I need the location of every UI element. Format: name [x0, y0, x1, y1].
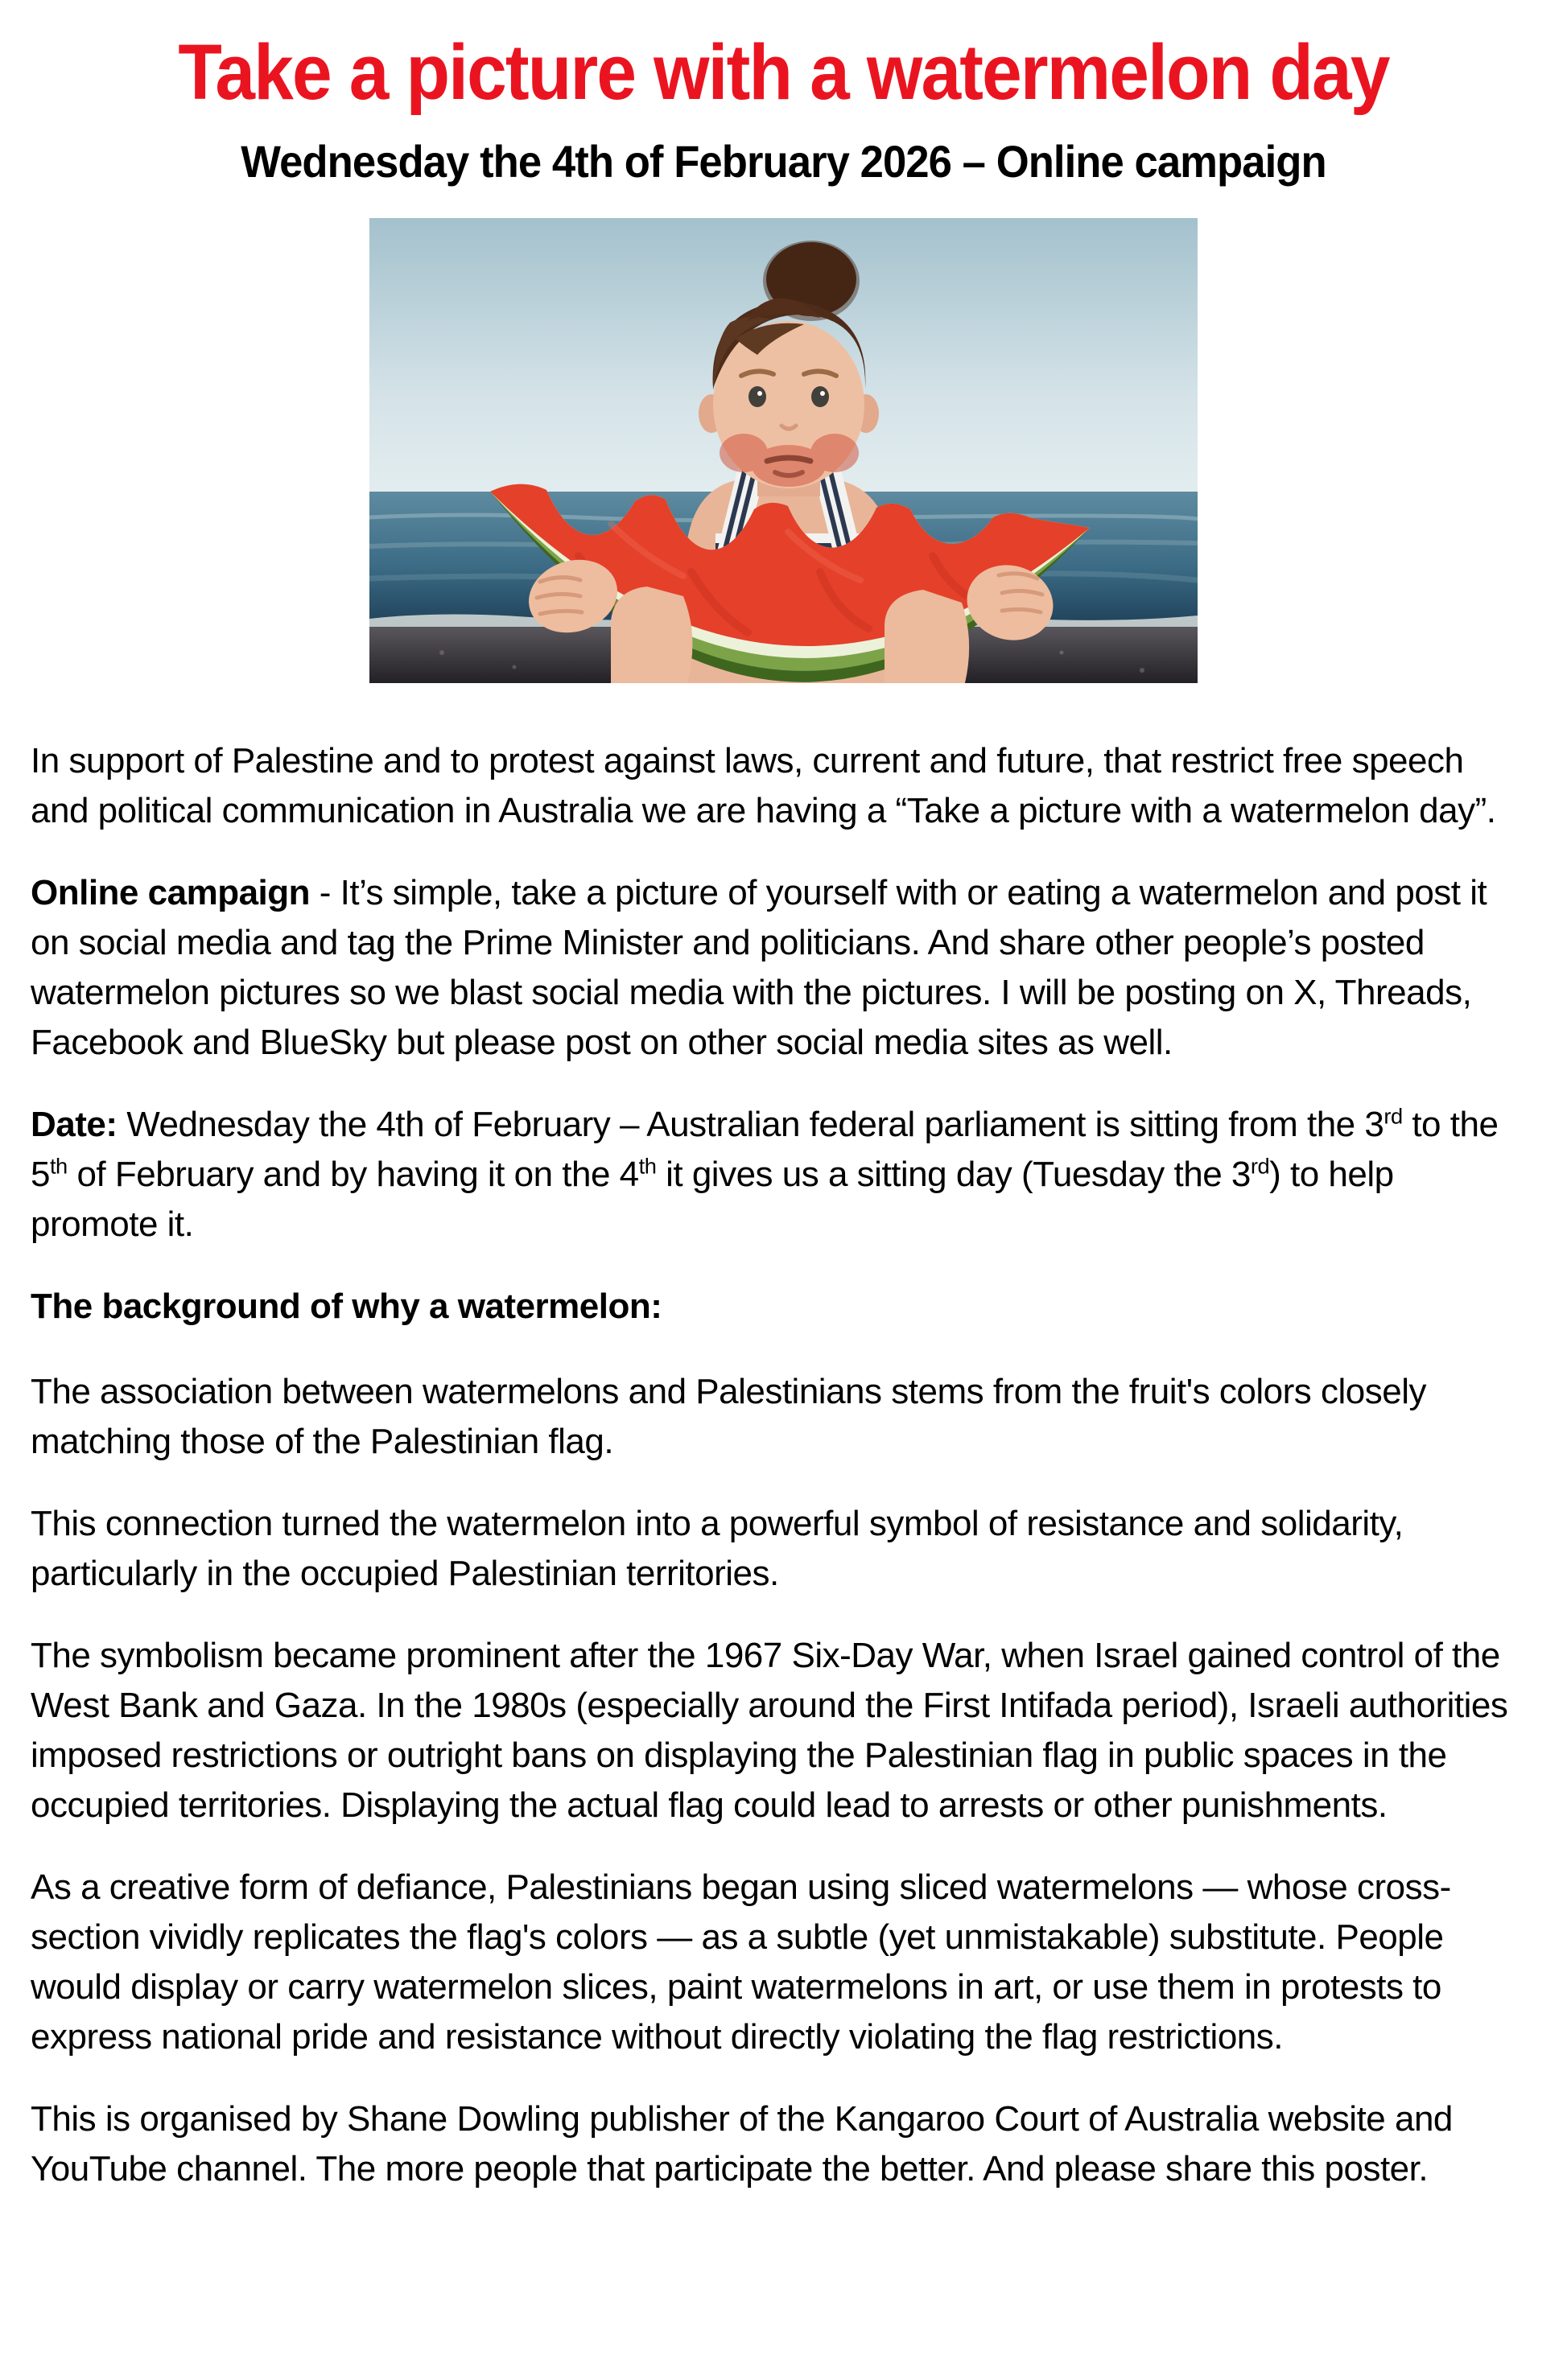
date-lead: Date: [31, 1105, 118, 1144]
defiance-paragraph: As a creative form of defiance, Palestinians began using sliced watermelons — whose cross-section vividly replicates the flag's colors — as a subtle (yet unmistakable) substitute. People would display or carry watermelon slices, paint watermelons in art, or use them in protests to express national pride and resistance without directly violating the flag restrictions. [31, 1867, 1451, 2057]
watermelon-child-photo [369, 218, 1198, 683]
date-sup3: th [638, 1153, 657, 1179]
background-heading: The background of why a watermelon: [31, 1287, 662, 1326]
page-subtitle: Wednesday the 4th of February 2026 – Online campaign [241, 136, 1326, 187]
date-paragraph [31, 1100, 1525, 1250]
date-seg1: Wednesday the 4th of February – Australian federal parliament is sitting from the 3 [117, 1105, 1384, 1144]
online-campaign-paragraph [31, 868, 1525, 1068]
intro-paragraph: In support of Palestine and to protest against laws, current and future, that restrict free speech and political communication in Australia we are having a “Take a picture with a watermelon day”. [31, 741, 1496, 830]
symbolism-paragraph: The symbolism became prominent after the 1967 Six-Day War, when Israel gained control of the West Bank and Gaza. In the 1980s (especially around the First Intifada period), Israeli authorities imposed restrictions or outright bans on displaying the Palestinian flag in public spaces in the occupied territories. Displaying the actual flag could lead to arrests or other punishments. [31, 1636, 1508, 1825]
organiser-paragraph: This is organised by Shane Dowling publisher of the Kangaroo Court of Australia website and YouTube channel. The more people that participate the better. And please share this poster. [31, 2099, 1453, 2189]
page-title: Take a picture with a watermelon day [178, 28, 1389, 116]
date-seg4: it gives us a sitting day (Tuesday the 3 [656, 1155, 1251, 1194]
date-seg2: to the 5 [31, 1105, 1499, 1194]
date-seg5: ) to help promote it. [31, 1155, 1394, 1244]
association-paragraph: The association between watermelons and Palestinians stems from the fruit's colors closely matching those of the Palestinian flag. [31, 1372, 1426, 1461]
online-campaign-lead: Online campaign [31, 873, 311, 912]
poster-body [0, 683, 1567, 2194]
date-sup2: th [49, 1153, 68, 1179]
connection-paragraph: This connection turned the watermelon into a powerful symbol of resistance and solidarity, particularly in the occupied Palestinian territories. [31, 1504, 1404, 1593]
date-seg3: of February and by having it on the 4 [67, 1155, 639, 1194]
online-campaign-text: - It’s simple, take a picture of yourself with or eating a watermelon and post it on social media and tag the Prime Minister and politicians. And share other people’s posted watermelon pictures so we blast social media with the pictures. I will be posting on X, Threads, Facebook and BlueSky but please post on other social media sites as well. [31, 873, 1487, 1062]
date-sup4: rd [1250, 1153, 1270, 1179]
date-sup1: rd [1383, 1103, 1403, 1129]
